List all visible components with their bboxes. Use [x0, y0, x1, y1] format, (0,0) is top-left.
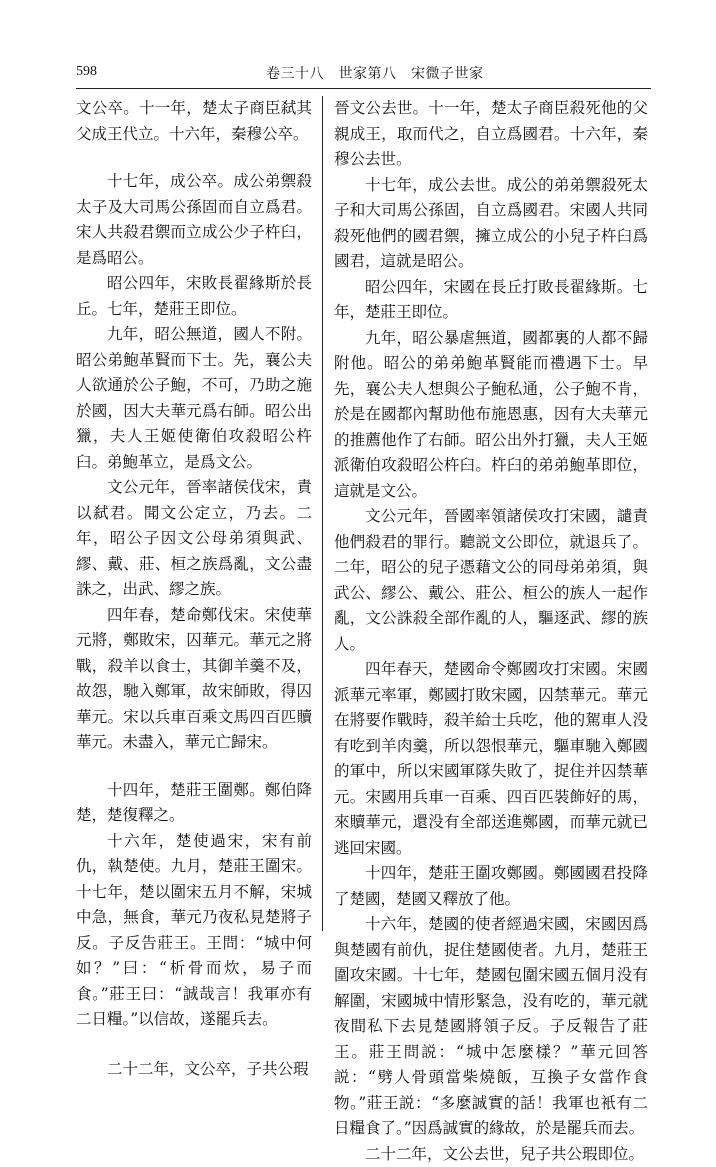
paragraph: 晉文公去世。十一年，楚太子商臣殺死他的父親成王，取而代之，自立爲國君。十六年，秦穆公去世。 [334, 96, 648, 173]
paragraph: 十四年，楚莊王圍鄭。鄭伯降楚，楚復釋之。 [76, 778, 312, 829]
running-title: 卷三十八 世家第八 宋微子世家 [266, 63, 484, 83]
page-number: 598 [76, 64, 97, 80]
paragraph: 昭公四年，宋國在長丘打敗長翟緣斯。七年，楚莊王即位。 [334, 275, 648, 326]
header-rule [76, 88, 651, 89]
paragraph: 文公元年，晉率諸侯伐宋，責以弑君。聞文公定立，乃去。二年，昭公子因文公母弟須與武、繆、戴、莊、桓之族爲亂，文公盡誅之，出武、繆之族。 [76, 475, 312, 603]
paragraph: 文公卒。十一年，楚太子商臣弑其父成王代立。十六年，秦穆公卒。 [76, 96, 312, 147]
translation-column [334, 96, 648, 946]
page-header [76, 62, 651, 84]
paragraph: 二十二年，文公去世，兒子共公瑕即位。 [334, 1142, 648, 1167]
paragraph: 十七年，成公卒。成公弟禦殺太子及大司馬公孫固而自立爲君。宋人共殺君禦而立成公少子杵臼，是爲昭公。 [76, 169, 312, 271]
paragraph: 十六年，楚國的使者經過宋國，宋國因爲與楚國有前仇，捉住楚國使者。九月，楚莊王圍攻宋國。十七年，楚國包圍宋國五個月没有解圍，宋國城中情形緊急，没有吃的，華元就夜間私下去見楚國將領子反。子反報告了莊王。莊王問説：“城中怎麼樣？”華元回答説：“劈人骨頭當柴燒飯，互換子女當作食物。”莊王説：“多麼誠實的話！我軍也衹有二日糧食了。”因爲誠實的緣故，於是罷兵而去。 [334, 912, 648, 1142]
column-divider [322, 96, 323, 931]
paragraph: 十七年，成公去世。成公的弟弟禦殺死太子和大司馬公孫固，自立爲國君。宋國人共同殺死他們的國君禦，擁立成公的小兒子杵臼爲國君，這就是昭公。 [334, 173, 648, 275]
paragraph: 四年春，楚命鄭伐宋。宋使華元將，鄭敗宋，囚華元。華元之將戰，殺羊以食士，其御羊羹不及，故怨，馳入鄭軍，故宋師敗，得囚華元。宋以兵車百乘文馬四百匹贖華元。未盡入，華元亡歸宋。 [76, 603, 312, 756]
paragraph: 昭公四年，宋敗長翟緣斯於長丘。七年，楚莊王即位。 [76, 271, 312, 322]
paragraph: 九年，昭公無道，國人不附。昭公弟鮑革賢而下士。先，襄公夫人欲通於公子鮑，不可，乃助之施於國，因大夫華元爲右師。昭公出獵，夫人王姬使衛伯攻殺昭公杵臼。弟鮑革立，是爲文公。 [76, 322, 312, 475]
paragraph: 九年，昭公暴虐無道，國都裏的人都不歸附他。昭公的弟弟鮑革賢能而禮遇下士。早先，襄公夫人想與公子鮑私通，公子鮑不肯，於是在國都內幫助他布施恩惠，因有大夫華元的推薦他作了右師。昭公出外打獵，夫人王姬派衛伯攻殺昭公杵臼。杵臼的弟弟鮑革即位，這就是文公。 [334, 326, 648, 505]
paragraph: 十四年，楚莊王圍攻鄭國。鄭國國君投降了楚國，楚國又釋放了他。 [334, 861, 648, 912]
classical-text-column [76, 96, 312, 946]
paragraph: 文公元年，晉國率領諸侯攻打宋國，譴責他們殺君的罪行。聽説文公即位，就退兵了。二年，昭公的兒子憑藉文公的同母弟弟須，與武公、繆公、戴公、莊公、桓公的族人一起作亂，文公誅殺全部作亂的人，驅逐武、繆的族人。 [334, 504, 648, 657]
paragraph: 二十二年，文公卒，子共公瑕 [76, 1057, 312, 1083]
paragraph: 四年春天，楚國命令鄭國攻打宋國。宋國派華元率軍，鄭國打敗宋國，囚禁華元。華元在將要作戰時，殺羊給士兵吃，他的駕車人没有吃到羊肉羹，所以怨恨華元，驅車馳入鄭國的軍中，所以宋國軍隊失敗了，捉住并囚禁華元。宋國用兵車一百乘、四百匹裝飾好的馬，來贖華元，還没有全部送進鄭國，而華元就已逃回宋國。 [334, 657, 648, 861]
paragraph: 十六年，楚使過宋，宋有前仇，執楚使。九月，楚莊王圍宋。十七年，楚以圍宋五月不解，宋城中急，無食，華元乃夜私見楚將子反。子反告莊王。王問：“城中何如？”曰：“析骨而炊，易子而食。”莊王曰：“誠哉言！我軍亦有二日糧。”以信故，遂罷兵去。 [76, 829, 312, 1033]
